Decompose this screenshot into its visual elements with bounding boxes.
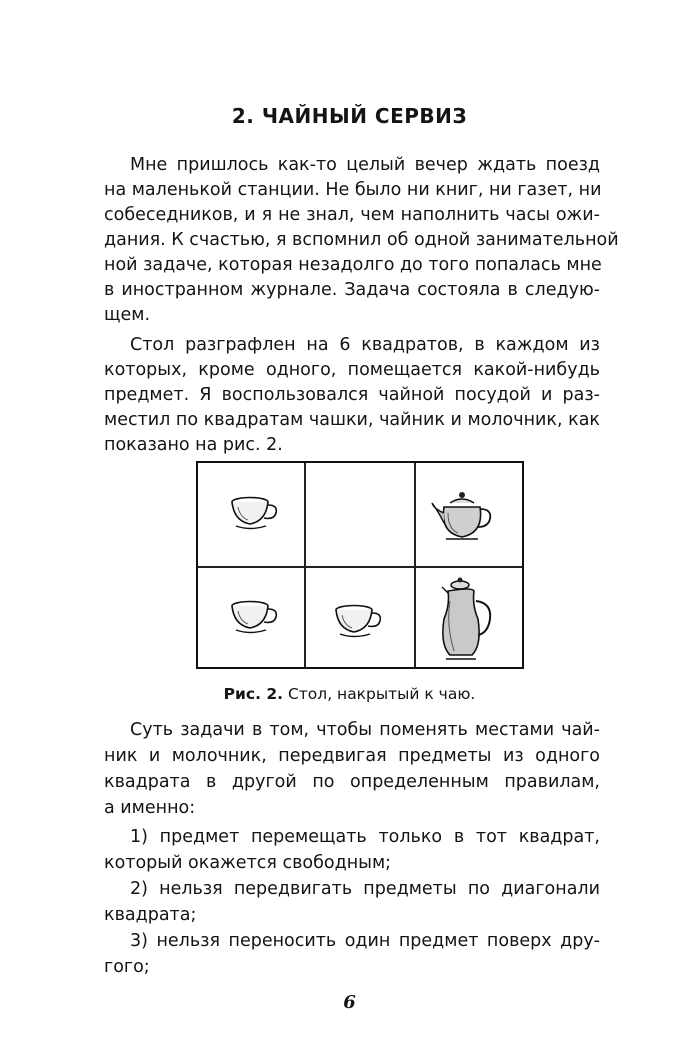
milk-jug-icon xyxy=(438,575,496,663)
para3-line-4: а именно: xyxy=(104,798,196,818)
para1-line-2: на маленькой станции. Не было ни книг, ни газет, ни xyxy=(104,180,602,200)
rule-1-line-2: который окажется свободным; xyxy=(104,853,392,873)
grid-line xyxy=(304,463,306,667)
caption-text: Стол, накрытый к чаю. xyxy=(283,685,476,703)
tea-table-figure xyxy=(196,461,524,669)
para2-line-4: местил по квадратам чашки, чайник и молочник, как xyxy=(104,410,600,430)
teapot-icon xyxy=(430,489,496,545)
para1-line-5: ной задаче, которая незадолго до того попалась мне xyxy=(104,255,602,275)
para1-line-1: Мне пришлось как-то целый вечер ждать поезд xyxy=(130,155,600,175)
para1-line-7: щем. xyxy=(104,305,151,325)
para2-line-5: показано на рис. 2. xyxy=(104,435,283,455)
para1-line-3: собеседников, и я не знал, чем наполнить часы ожи- xyxy=(104,205,600,225)
para3-line-3: квадрата в другой по определенным правилам, xyxy=(104,772,600,792)
rule-1-line-1: 1) предмет перемещать только в тот квадрат, xyxy=(130,827,600,847)
para3-line-1: Суть задачи в том, чтобы поменять местами чай- xyxy=(130,720,600,740)
cup-icon xyxy=(228,493,280,533)
para2-line-2: которых, кроме одного, помещается какой-нибудь xyxy=(104,360,600,380)
cup-icon xyxy=(332,601,384,641)
para1-line-6: в иностранном журнале. Задача состояла в следую- xyxy=(104,280,600,300)
rule-3-line-1: 3) нельзя переносить один предмет поверх дру- xyxy=(130,931,600,951)
rule-2-line-1: 2) нельзя передвигать предметы по диагонали xyxy=(130,879,600,899)
chapter-heading: 2. ЧАЙНЫЙ СЕРВИЗ xyxy=(231,104,468,128)
caption-label: Рис. 2. xyxy=(223,685,284,703)
para3-line-2: ник и молочник, передвигая предметы из одного xyxy=(104,746,600,766)
grid-line xyxy=(198,566,522,568)
para1-line-4: дания. К счастью, я вспомнил об одной занимательной xyxy=(104,230,619,250)
grid-line xyxy=(414,463,416,667)
rule-3-line-2: гого; xyxy=(104,957,150,977)
figure-caption xyxy=(0,685,699,703)
rule-2-line-2: квадрата; xyxy=(104,905,197,925)
para2-line-1: Стол разграфлен на 6 квадратов, в каждом из xyxy=(130,335,600,355)
para2-line-3: предмет. Я воспользовался чайной посудой и раз- xyxy=(104,385,600,405)
page-number: 6 xyxy=(343,992,356,1013)
cup-icon xyxy=(228,597,280,637)
